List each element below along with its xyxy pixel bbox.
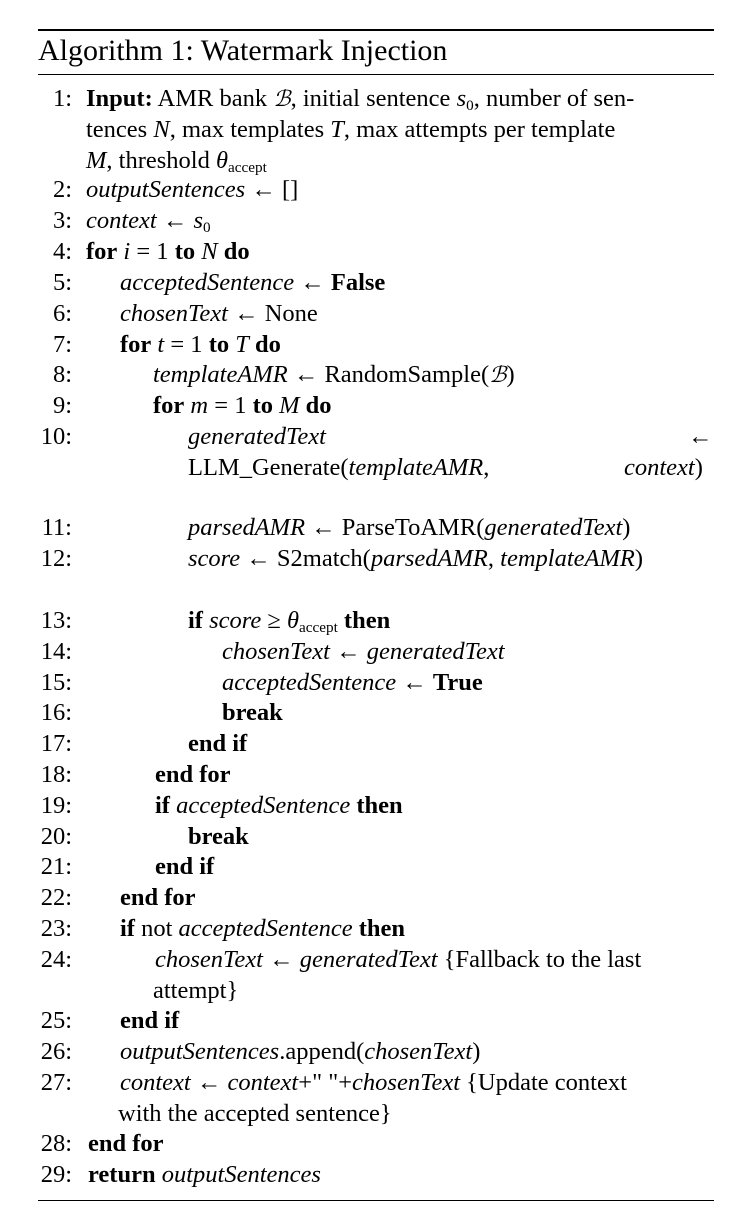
line-number-label: 20: <box>40 823 72 850</box>
text-threshold: , threshold <box>106 147 210 174</box>
text-number-of-sen: , number of sen- <box>473 85 635 112</box>
line-number-label: 29: <box>40 1161 72 1188</box>
line-number-label: 6: <box>52 300 72 327</box>
line-number-label: 27: <box>40 1069 72 1096</box>
line-number-label: 11: <box>41 514 72 541</box>
line-number-label: 13: <box>40 607 72 634</box>
text-initial-sentence: , initial sentence <box>290 85 451 112</box>
top-rule <box>38 29 714 31</box>
math-s0: $s_0$ <box>456 85 474 114</box>
line-number-label: 28: <box>40 1130 72 1157</box>
line-number-label: 24: <box>40 946 72 973</box>
comment-update-context: {Update context <box>466 1069 627 1096</box>
line-number-label: 22: <box>40 884 72 911</box>
text-max-attempts: , max attempts per template <box>343 116 616 143</box>
line-number-label: 14: <box>40 638 72 665</box>
line-number-label: 21: <box>40 853 72 880</box>
text-tences: tences <box>86 116 148 143</box>
algorithm-title: Algorithm 1: Watermark Injection <box>38 34 448 67</box>
header-rule <box>38 74 714 75</box>
line-number-label: 8: <box>52 361 72 388</box>
line-number-label: 3: <box>52 207 72 234</box>
bottom-rule <box>38 1200 714 1201</box>
var-context: context <box>86 207 157 234</box>
line-number-label: 10: <box>40 423 72 450</box>
input-keyword: Input: <box>86 85 153 112</box>
line-number-label: 4: <box>52 238 72 265</box>
line-number-label: 15: <box>40 669 72 696</box>
line-number-label: 23: <box>40 915 72 942</box>
line-number-label: 9: <box>52 392 72 419</box>
var-output-sentences: outputSentences <box>86 176 246 203</box>
line-number-label: 5: <box>52 269 72 296</box>
line-number-label: 16: <box>40 699 72 726</box>
math-B: ℬ <box>273 87 291 112</box>
math-N: N <box>153 116 170 143</box>
line-number-label: 25: <box>40 1007 72 1034</box>
line-number-label: 12: <box>40 545 72 572</box>
math-theta-accept: $\theta_{accept}$ <box>215 147 267 176</box>
line-number-label: 17: <box>40 730 72 757</box>
math-M: M <box>86 147 107 174</box>
line-number-label: 7: <box>52 331 72 358</box>
text-amr-bank: AMR bank <box>157 85 268 112</box>
line-number-label: 26: <box>40 1038 72 1065</box>
line-number-label: 2: <box>52 176 72 203</box>
comment-fallback: {Fallback to the last <box>443 946 642 973</box>
line-number-label: 18: <box>40 761 72 788</box>
text-max-templates: , max templates <box>169 116 325 143</box>
math-T: T <box>330 116 344 143</box>
line-number-label: 19: <box>40 792 72 819</box>
line-number-label: 1: <box>52 85 72 112</box>
